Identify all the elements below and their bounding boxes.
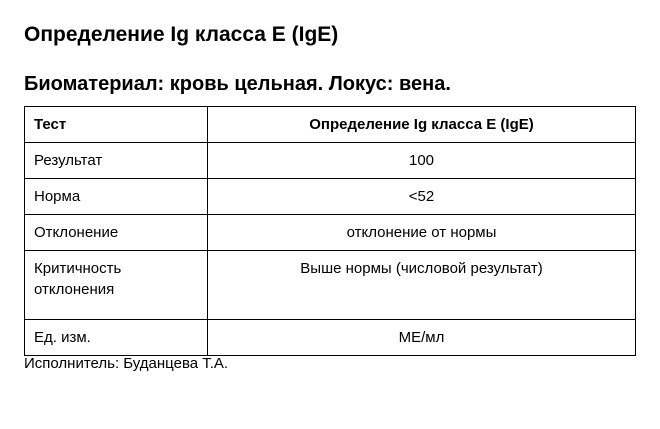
header-test-name: Определение Ig класса E (IgE) bbox=[208, 107, 636, 143]
row-label: Ед. изм. bbox=[25, 320, 208, 356]
results-table bbox=[24, 106, 636, 356]
performer-note: Исполнитель: Буданцева Т.А. bbox=[24, 355, 229, 372]
table-row-deviation bbox=[25, 215, 636, 251]
table-row-criticality bbox=[25, 251, 636, 320]
row-value: <52 bbox=[208, 179, 636, 215]
row-value: Выше нормы (числовой результат) bbox=[208, 251, 636, 320]
row-label: Результат bbox=[25, 143, 208, 179]
row-label: Критичность отклонения bbox=[25, 251, 208, 320]
row-value: МЕ/мл bbox=[208, 320, 636, 356]
table-header-row bbox=[25, 107, 636, 143]
document-subtitle: Биоматериал: кровь цельная. Локус: вена. bbox=[24, 73, 451, 95]
table-row-units bbox=[25, 320, 636, 356]
row-label: Норма bbox=[25, 179, 208, 215]
document-title: Определение Ig класса E (IgE) bbox=[24, 23, 339, 46]
row-value: отклонение от нормы bbox=[208, 215, 636, 251]
row-value: 100 bbox=[208, 143, 636, 179]
row-label: Отклонение bbox=[25, 215, 208, 251]
table-row-result bbox=[25, 143, 636, 179]
header-test-label: Тест bbox=[25, 107, 208, 143]
table-row-norm bbox=[25, 179, 636, 215]
